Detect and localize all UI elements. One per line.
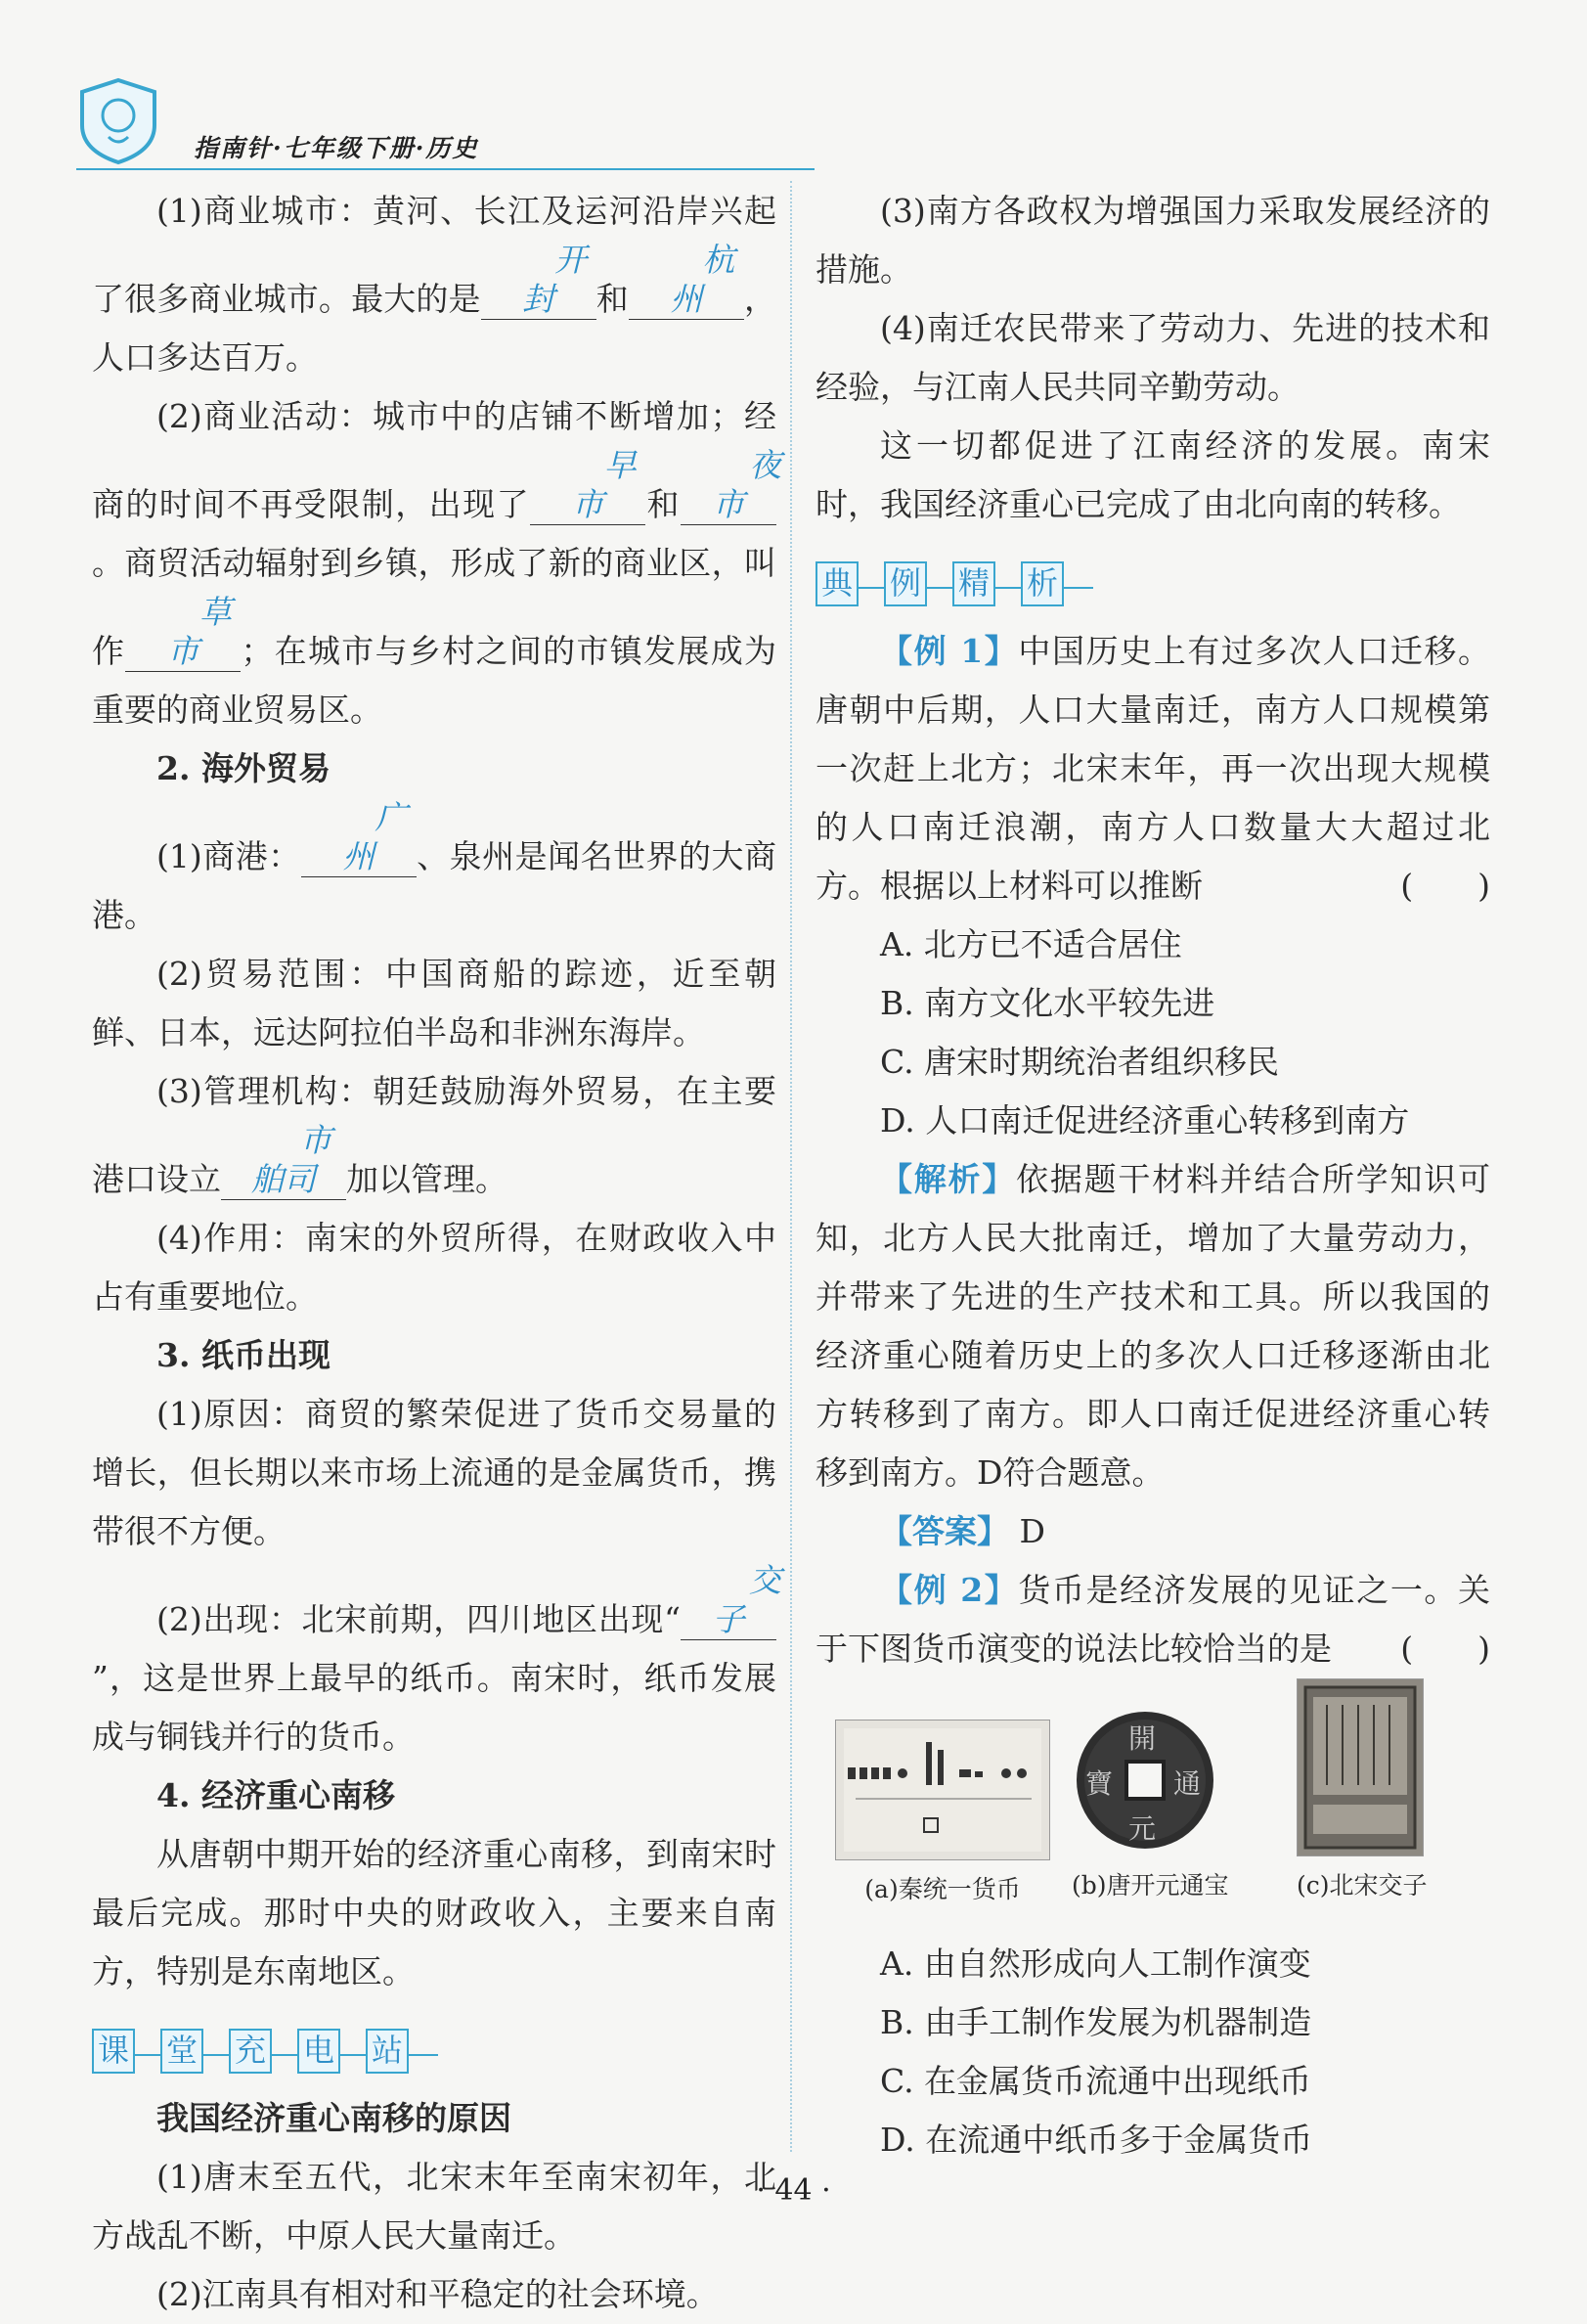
figure-qin-currency (835, 1700, 1050, 1905)
paragraph-conclusion: 这一切都促进了江南经济的发展。南宋时，我国经济重心已完成了由北向南的转移。 (816, 426, 1490, 523)
answer-tag: 【答案】 (880, 1512, 1009, 1550)
paragraph-commercial-cities: (1)商业城市：黄河、长江及运河沿岸兴起了很多商业城市。最大的是开封 和杭州 ，人口多达百万。 (92, 192, 777, 377)
section-banner-classroom-charge: 课 堂 充 电 站 (92, 2013, 776, 2074)
answer-paren: ( ) (1400, 867, 1490, 905)
paragraph-reason-3: (3)南方各政权为增强国力采取发展经济的措施。 (816, 192, 1490, 289)
example-2-option-c: C. 在金属货币流通中出现纸币 (880, 2062, 1312, 2100)
paragraph-management: (3)管理机构：朝廷鼓励海外贸易，在主要港口设立市舶司 加以管理。 (92, 1072, 776, 1198)
school-badge-logo (76, 76, 160, 166)
example-1-analysis: 【解析】依据题干材料并结合所学知识可知，北方人民大批南迁，增加了大量劳动力，并带来了先进的生产技术和工具。所以我国的经济重心随着历史上的多次人口迁移逐渐由北方转移到了南方。即人口南迁促进经济重心转移到南方。D符合题意。 (816, 1160, 1491, 1492)
paragraph-reason-2: (2)江南具有相对和平稳定的社会环境。 (156, 2275, 719, 2313)
heading-paper-money: 3. 纸币出现 (156, 1336, 331, 1374)
example-1-question: 【例 1】中国历史上有过多次人口迁移。唐朝中后期，人口大量南迁，南方人口规模第一次赶上北方；北宋末年，再一次出现大规模的人口南迁浪潮，南方人口数量大大超过北方。根据以上材料可以推断 ( ) (816, 622, 1490, 916)
example-1-option-c: C. 唐宋时期统治者组织移民 (880, 1043, 1280, 1081)
caption-qin: (a)秦统一货币 (864, 1875, 1021, 1903)
section-banner-typical-examples: 典 例 精 析 (816, 546, 1490, 606)
figure-song-jiaozi (1297, 1678, 1428, 1901)
currency-figures (816, 1700, 1490, 1935)
heading-overseas-trade: 2. 海外贸易 (156, 749, 331, 787)
qin-coins-image (835, 1720, 1050, 1860)
analysis-tag: 【解析】 (880, 1160, 1017, 1198)
paragraph-ports: (1)商港：广州 、泉州是闻名世界的大商港。 (92, 798, 777, 934)
answer-blank: 市舶司 (221, 1121, 346, 1200)
heading-economic-shift: 4. 经济重心南移 (156, 1776, 395, 1814)
column-divider (790, 181, 792, 2152)
paragraph-reason-1: (1)唐末至五代，北宋末年至南宋初年，北方战乱不断，中原人民大量南迁。 (92, 2158, 776, 2255)
right-column (816, 182, 1490, 2169)
paragraph-trade-range: (2)贸易范围：中国商船的踪迹，近至朝鲜、日本，远达阿拉伯半岛和非洲东海岸。 (92, 955, 776, 1051)
example-1-answer: 【答案】 D (880, 1512, 1045, 1550)
example-2-option-d: D. 在流通中纸币多于金属货币 (880, 2121, 1313, 2159)
paragraph-reason-4: (4)南迁农民带来了劳动力、先进的技术和经验，与江南人民共同辛勤劳动。 (816, 309, 1490, 406)
answer-blank: 交子 (681, 1561, 776, 1640)
heading-reasons: 我国经济重心南移的原因 (156, 2099, 511, 2137)
answer-blank: 开封 (481, 241, 596, 320)
header-rule (76, 168, 815, 170)
example-2-option-a: A. 由自然形成向人工制作演变 (880, 1944, 1311, 1983)
example-1-option-a: A. 北方已不适合居住 (880, 925, 1182, 963)
answer-blank: 草市 (125, 593, 241, 672)
jiaozi-note-image (1297, 1678, 1424, 1856)
example-1-tag: 【例 1】 (880, 632, 1019, 670)
caption-song: (c)北宋交子 (1297, 1871, 1428, 1899)
example-1-option-d: D. 人口南迁促进经济重心转移到南方 (880, 1101, 1410, 1140)
example-2-tag: 【例 2】 (880, 1571, 1019, 1609)
example-1-option-b: B. 南方文化水平较先进 (880, 984, 1215, 1022)
kaiyuan-coin-image: 開 元 通 寶 (1072, 1700, 1218, 1856)
answer-blank: 早市 (530, 446, 645, 525)
example-2-option-b: B. 由手工制作发展为机器制造 (880, 2003, 1312, 2041)
answer-blank: 夜市 (681, 446, 776, 525)
answer-paren: ( ) (1400, 1630, 1490, 1668)
example-2-question: 【例 2】货币是经济发展的见证之一。关于下图货币演变的说法比较恰当的是 ( ) (816, 1561, 1490, 1678)
paragraph-effect: (4)作用：南宋的外贸所得，在财政收入中占有重要地位。 (92, 1219, 776, 1316)
paragraph-economic-shift: 从唐朝中期开始的经济重心南移，到南宋时最后完成。那时中央的财政收入，主要来自南方，特别是东南地区。 (92, 1835, 776, 1990)
paragraph-commercial-activity: (2)商业活动：城市中的店铺不断增加；经商的时间不再受限制，出现了早市 和夜市。商贸活动辐射到乡镇，形成了新的商业区，叫作草市 ；在城市与乡村之间的市镇发展成为重要的商业贸易区。 (92, 397, 782, 729)
header-title: 指南针·七年级下册·历史 (194, 134, 479, 162)
page-number: · 44 · (756, 2173, 831, 2208)
paragraph-appearance: (2)出现：北宋前期，四川地区出现“交子”，这是世界上最早的纸币。南宋时，纸币发展成与铜钱并行的货币。 (92, 1561, 781, 1756)
paragraph-reason: (1)原因：商贸的繁荣促进了货币交易量的增长，但长期以来市场上流通的是金属货币，携带很不方便。 (92, 1395, 776, 1550)
caption-tang: (b)唐开元通宝 (1072, 1871, 1229, 1899)
answer-blank: 杭州 (629, 241, 744, 320)
figure-tang-coin (1072, 1700, 1229, 1901)
answer-blank: 广州 (301, 798, 417, 877)
left-column (92, 182, 782, 2324)
